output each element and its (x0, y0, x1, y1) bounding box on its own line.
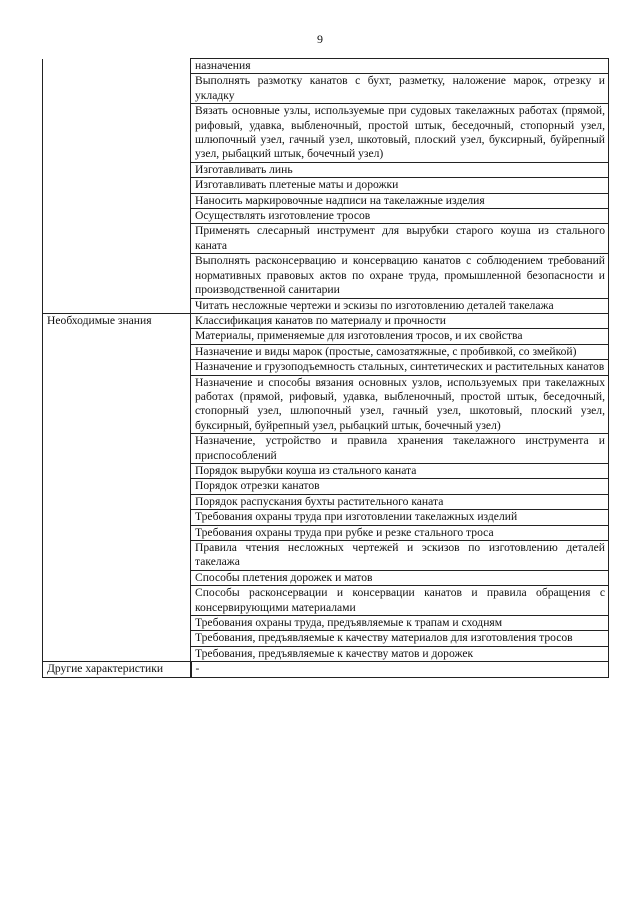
knowledge-item: Назначение, устройство и правила хранения такелажного инструмента и приспособлений (191, 434, 609, 464)
skill-item: Изготавливать плетеные маты и дорожки (191, 178, 609, 193)
knowledge-item: Порядок отрезки канатов (191, 479, 609, 494)
skill-item: Вязать основные узлы, используемые при судовых такелажных работах (прямой, рифовый, удавка, выбленочный, простой штык, беседочный, стопорный узел, шлюпочный узел, гачный узел, шкотовый, плоский узел, буксирный, буйрепный узел, рыбацкий штык, бочечный узел) (191, 104, 609, 163)
skill-item: Осуществлять изготовление тросов (191, 209, 609, 224)
knowledge-item: Правила чтения несложных чертежей и эскизов по изготовлению деталей такелажа (191, 541, 609, 571)
knowledge-item: Порядок вырубки коуша из стального каната (191, 463, 609, 478)
skill-item: Наносить маркировочные надписи на такелажные изделия (191, 193, 609, 208)
knowledge-item: Требования, предъявляемые к качеству матов и дорожек (191, 646, 609, 661)
skill-item: Выполнять размотку канатов с бухт, разметку, наложение марок, отрезку и укладку (191, 74, 609, 104)
knowledge-item: Материалы, применяемые для изготовления тросов, и их свойства (191, 329, 609, 344)
knowledge-item: Способы расконсервации и консервации канатов и правила обращения с консервирующими материалами (191, 586, 609, 616)
skill-item: Выполнять расконсервацию и консервацию канатов с соблюдением требований нормативных правовых актов по охране труда, промышленной безопасности и производственной санитарии (191, 254, 609, 298)
knowledge-item: Требования охраны труда, предъявляемые к трапам и сходням (191, 616, 609, 631)
knowledge-skills-table (42, 58, 609, 678)
skills-label-cell (43, 59, 191, 314)
knowledge-item: Требования, предъявляемые к качеству материалов для изготовления тросов (191, 631, 609, 646)
knowledge-item: Назначение и грузоподъемность стальных, синтетических и растительных канатов (191, 360, 609, 375)
other-characteristics-value: - (191, 662, 609, 677)
knowledge-item: Назначение и способы вязания основных узлов, используемых при такелажных работах (прямой, рифовый, удавка, выбленочный, простой штык, беседочный, стопорный узел, шлюпочный узел, гачный узел, шкотовый, плоский узел, буксирный, буйрепный узел, рыбацкий штык, бочечный узел) (191, 375, 609, 434)
page-number: 9 (317, 32, 323, 46)
skill-item: Читать несложные чертежи и эскизы по изготовлению деталей такелажа (191, 298, 609, 313)
skill-item: назначения (191, 59, 609, 74)
table-row (43, 313, 609, 328)
knowledge-item: Назначение и виды марок (простые, самозатяжные, с пробивкой, со змейкой) (191, 344, 609, 359)
knowledge-item: Требования охраны труда при изготовлении такелажных изделий (191, 510, 609, 525)
table-row (43, 59, 609, 74)
knowledge-item: Способы плетения дорожек и матов (191, 570, 609, 585)
knowledge-item: Порядок распускания бухты растительного каната (191, 494, 609, 509)
skill-item: Изготавливать линь (191, 162, 609, 177)
table-row (43, 662, 609, 677)
skill-item: Применять слесарный инструмент для вырубки старого коуша из стального каната (191, 224, 609, 254)
knowledge-item: Классификация канатов по материалу и прочности (191, 313, 609, 328)
knowledge-label: Необходимые знания (43, 313, 191, 661)
other-characteristics-label: Другие характеристики (43, 662, 191, 677)
knowledge-item: Требования охраны труда при рубке и резке стального троса (191, 525, 609, 540)
